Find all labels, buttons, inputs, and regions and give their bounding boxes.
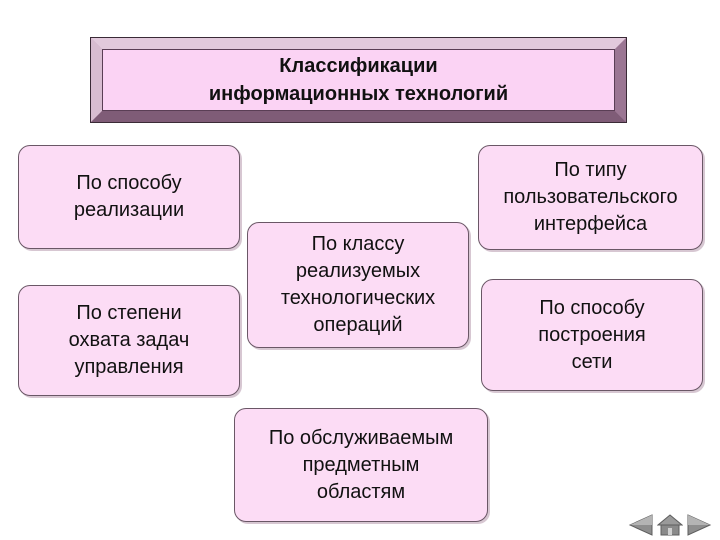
category-interface-label: По типу пользовательского интерфейса xyxy=(503,159,678,235)
category-network-label: По способу построения сети xyxy=(538,296,646,373)
category-interface xyxy=(478,145,703,250)
category-operations xyxy=(247,222,469,348)
home-icon[interactable] xyxy=(657,514,683,536)
category-network xyxy=(481,279,703,391)
arrow-left-icon[interactable] xyxy=(628,514,654,536)
category-implementation-label: По способу реализации xyxy=(73,172,185,221)
category-coverage xyxy=(18,285,240,396)
category-domains-label: По обслуживаемым предметным областям xyxy=(268,426,454,503)
title-bevel-left xyxy=(91,38,102,122)
category-coverage-label: По степени охвата задач управления xyxy=(68,302,190,378)
category-implementation xyxy=(18,145,240,249)
category-operations-label: По классу реализуемых технологических операций xyxy=(280,233,436,336)
title-frame xyxy=(90,37,627,123)
title-bevel-top xyxy=(91,38,626,49)
arrow-right-icon[interactable] xyxy=(686,514,712,536)
diagram-title: Классификации информационных технологий xyxy=(208,55,509,105)
title-bevel-bottom xyxy=(91,111,626,122)
title-bevel-right xyxy=(615,38,626,122)
category-domains xyxy=(234,408,488,522)
title-panel xyxy=(102,49,615,111)
